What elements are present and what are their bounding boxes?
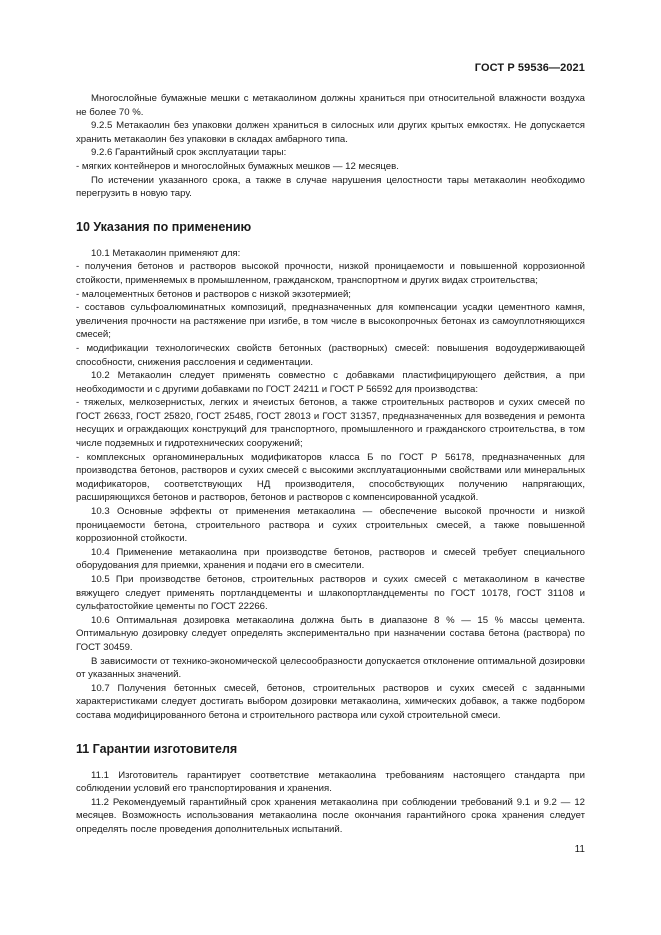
page-number: 11 xyxy=(574,844,585,855)
list-item: - комплексных органоминеральных модификаторов класса Б по ГОСТ Р 56178, предназначенных для производства бетонов, растворов и сухих смесей с высокими эксплуатационными свойствами или минеральных модификаторов, соответствующих НД производителя, способствующих получению напрягающих, расширяющихся бетонов и растворов, бетонов и растворов с компенсированной усадкой. xyxy=(76,451,585,504)
paragraph: 10.4 Применение метакаолина при производстве бетонов, растворов и смесей требует специального оборудования для приемки, хранения и подачи его в смесители. xyxy=(76,546,585,572)
list-item: - получения бетонов и растворов высокой прочности, низкой проницаемости и повышенной коррозионной стойкости, применяемых в промышленном, гражданском, транспортном и других видах строительства; xyxy=(76,261,585,286)
paragraph: 9.2.5 Метакаолин без упаковки должен храниться в силосных или других крытых емкостях. Не допускается хранить метакаолин без упаковки в складах амбарного типа. xyxy=(76,120,585,145)
paragraph: 10.1 Метакаолин применяют для: xyxy=(91,247,241,259)
section-11-heading: 11 Гарантии изготовителя xyxy=(76,741,238,756)
paragraph: 10.7 Получения бетонных смесей, бетонов, строительных растворов и сухих смесей с заданными характеристиками следует достигать выбором дозировки метакаолина, химических добавок, а также подбором состава модифицированного бетона и строительного раствора или сухой строительной смеси. xyxy=(76,682,585,721)
paragraph: Многослойные бумажные мешки с метакаолином должны храниться при относительной влажности воздуха не более 70 %. xyxy=(76,93,585,118)
page-content xyxy=(76,92,585,837)
paragraph: 11.2 Рекомендуемый гарантийный срок хранения метакаолина при соблюдении требований 9.1 и 9.2 — 12 месяцев. Возможность использования метакаолина после окончания гарантийного срока хранения следует определять после проведения дополнительных испытаний. xyxy=(76,796,585,835)
section-11-body xyxy=(76,769,585,837)
paragraph: 10.2 Метакаолин следует применять совместно с добавками пластифицирующего действия, а при необходимости и с другими добавками по ГОСТ 24211 и ГОСТ Р 56592 для производства: xyxy=(76,370,585,395)
section-10-body xyxy=(76,247,585,723)
intro-block xyxy=(76,92,585,201)
paragraph: 9.2.6 Гарантийный срок эксплуатации тары: xyxy=(91,147,287,159)
list-item: - малоцементных бетонов и растворов с низкой экзотермией; xyxy=(76,288,351,300)
paragraph: 10.3 Основные эффекты от применения метакаолина — обеспечение высокой прочности и низкой проницаемости бетона, строительного раствора и сухих строительных смесей, а также повышенной коррозионной стойкости. xyxy=(76,506,585,545)
list-item: - составов сульфоалюминатных композиций, предназначенных для компенсации усадки цементного камня, увеличения прочности на растяжение при изгибе, в том числе в высокопрочных бетонах из самоуплотняющихся смесей; xyxy=(76,302,585,341)
paragraph: По истечении указанного срока, а также в случае нарушения целостности тары метакаолин необходимо перегрузить в новую тару. xyxy=(76,174,585,200)
document-code: ГОСТ Р 59536—2021 xyxy=(474,62,585,74)
paragraph: 11.1 Изготовитель гарантирует соответствие метакаолина требованиям настоящего стандарта при соблюдении условий его транспортирования и хранения. xyxy=(76,769,585,795)
section-10-heading: 10 Указания по применению xyxy=(76,219,252,234)
paragraph: В зависимости от технико-экономической целесообразности допускается отклонение оптимальной дозировки от указанных значений. xyxy=(76,655,585,681)
list-item: - модификации технологических свойств бетонных (растворных) смесей: повышения водоудерживающей способности, снижения расслоения и седиментации. xyxy=(76,342,585,368)
list-item: - мягких контейнеров и многослойных бумажных мешков — 12 месяцев. xyxy=(76,160,399,172)
list-item: - тяжелых, мелкозернистых, легких и ячеистых бетонов, а также строительных растворов и сухих смесей по ГОСТ 26633, ГОСТ 25820, ГОСТ 25485, ГОСТ 28013 и ГОСТ 31357, предназначенных для возведения и ремонта несущих и ограждающих конструкций для транспортного, промышленного и гражданского строительства, в том числе подземных и гидротехнических сооружений; xyxy=(76,397,585,450)
paragraph: 10.5 При производстве бетонов, строительных растворов и сухих смесей с метакаолином в качестве вяжущего следует применять портландцементы и шлакопортландцементы по ГОСТ 10178, ГОСТ 31108 и сульфатостойкие цементы по ГОСТ 22266. xyxy=(76,574,585,613)
paragraph: 10.6 Оптимальная дозировка метакаолина должна быть в диапазоне 8 % — 15 % массы цемента. Оптимальную дозировку следует определять экспериментально при назначении состава бетона (раствора) по ГОСТ 30459. xyxy=(76,614,585,653)
